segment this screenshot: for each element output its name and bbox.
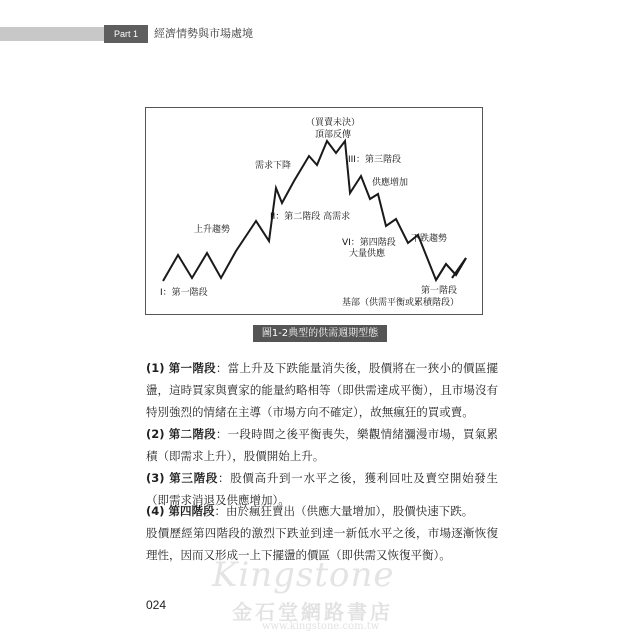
- price-cycle-tail: [436, 258, 466, 280]
- paragraph-closing: [146, 522, 498, 566]
- price-cycle-line: [163, 141, 466, 281]
- paragraph-stage1: [146, 357, 498, 423]
- stage4-text: ：由於瘋狂賣出（供應大量增加），股價快速下跌。: [214, 504, 474, 518]
- stage3-heading: (3) 第三階段: [146, 471, 219, 485]
- part-tag: Part 1: [104, 25, 148, 43]
- label-stage1-right: 第一階段: [421, 286, 458, 296]
- label-base: 基部（供需平衡或累積階段）: [342, 298, 460, 308]
- closing-text: 股價歷經第四階段的激烈下跌並到達一新低水平之後，市場逐漸恢復理性，因而又形成一上下擺盪的價區（即供需又恢復平衡）。: [146, 526, 498, 562]
- header-bar: [0, 27, 104, 41]
- paragraph-stage4: [146, 500, 498, 522]
- label-stage4-line2: 大量供應: [349, 249, 386, 259]
- label-indecision: （買賣未決）: [305, 118, 360, 128]
- label-stage4-line1: VI：第四階段: [342, 238, 396, 248]
- label-uptrend: 上升趨勢: [194, 225, 231, 235]
- stage2-text: ：一段時間之後平衡喪失，樂觀情緒瀰漫市場，買氣累積（即需求上升），股價開始上升。: [146, 427, 498, 463]
- label-demand-down: 需求下降: [255, 161, 292, 171]
- label-stage3: III：第三階段: [348, 155, 401, 165]
- stage1-text: ：當上升及下跌能量消失後，股價將在一狹小的價區擺盪，這時買家與賣家的能量約略相等（即供需達成平衡），且市場沒有特別強烈的情緒在主導（市場方向不確定），故無瘋狂的買或賣。: [146, 361, 498, 419]
- watermark-url: www.kingstone.com.tw: [262, 621, 380, 632]
- label-downtrend: 下跌趨勢: [411, 234, 448, 244]
- chapter-title: 經濟情勢與市場處境: [154, 27, 253, 40]
- watermark-latin: Kingstone: [212, 555, 395, 595]
- stage2-heading: (2) 第二階段: [146, 427, 216, 441]
- label-stage1-left: I：第一階段: [160, 288, 208, 298]
- figure-caption: 圖1-2典型的供需週期型態: [253, 325, 387, 342]
- watermark-chinese: 金石堂網路書店: [232, 600, 393, 624]
- stage4-heading: (4) 第四階段: [146, 504, 215, 518]
- stage3-text: ：股價高升到一水平之後，獲利回吐及賣空開始發生（即需求消退及供應增加）。: [146, 471, 498, 507]
- label-stage2: II：第二階段 高需求: [270, 212, 351, 222]
- page-number: 024: [146, 598, 167, 612]
- label-supply-up: 供應增加: [372, 178, 409, 188]
- label-top-reversal: 頂部反傳: [314, 130, 351, 140]
- figure-supply-demand-cycle: [145, 107, 483, 315]
- paragraph-stage2: [146, 423, 498, 467]
- stage1-heading: (1) 第一階段: [146, 361, 216, 375]
